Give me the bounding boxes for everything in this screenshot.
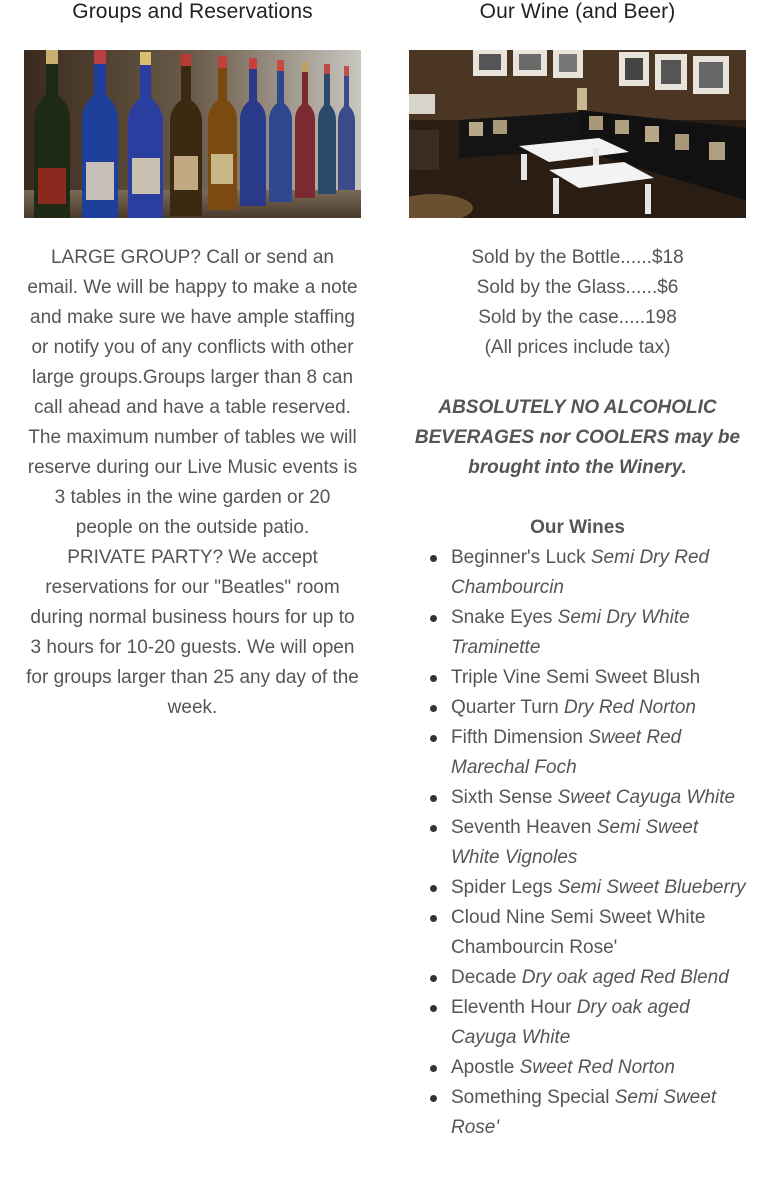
bullet-icon — [430, 675, 437, 682]
large-group-paragraph: LARGE GROUP? Call or send an email. We will be happy to make a note and make sure we have ample staffing or notify you of any conflicts with other large groups.Groups larger than 8 can call ahead and have a table reserved. The maximum number of tables we will reserve during our Live Music events is 3 tables in the wine garden or 20 people on the outside patio. — [27, 247, 358, 538]
wine-item — [451, 903, 746, 963]
wine-name: Triple Vine Semi Sweet Blush — [451, 667, 701, 688]
wine-style: Semi Sweet Blueberry — [557, 877, 746, 898]
beatles-room-photo — [409, 50, 746, 218]
private-party-paragraph: PRIVATE PARTY? We accept reservations for our "Beatles" room during normal business hours for up to 3 hours for 10-20 guests. We will open for groups larger than 25 any day of the week. — [26, 547, 359, 718]
spacer — [409, 483, 746, 513]
wine-style: Semi Sweet White Vignoles — [451, 817, 699, 868]
wine-item — [451, 603, 746, 663]
bullet-icon — [430, 615, 437, 622]
price-glass: Sold by the Glass......$6 — [476, 277, 679, 298]
bullet-icon — [430, 1065, 437, 1072]
wine-style: Semi Sweet Rose' — [451, 1087, 717, 1138]
wine-name: Eleventh Hour — [451, 997, 577, 1018]
no-alcohol-warning: ABSOLUTELY NO ALCOHOLIC BEVERAGES nor COOLERS may be brought into the Winery. — [414, 397, 741, 478]
wine-item — [451, 1053, 746, 1083]
wine-item — [451, 783, 746, 813]
wine-style: Sweet Cayuga White — [557, 787, 736, 808]
wine-name: Apostle — [451, 1057, 520, 1078]
wine-name: Fifth Dimension — [451, 727, 589, 748]
wine-style: Dry oak aged Red Blend — [521, 967, 729, 988]
wine-body — [409, 243, 746, 1143]
wine-section — [409, 0, 746, 1138]
wine-style: Semi Dry Red Chambourcin — [451, 547, 710, 598]
bullet-icon — [430, 915, 437, 922]
wine-name: Snake Eyes — [451, 607, 558, 628]
bullet-icon — [430, 1095, 437, 1102]
groups-body — [24, 243, 361, 723]
bullet-icon — [430, 885, 437, 892]
wine-item — [451, 693, 746, 723]
wine-item — [451, 993, 746, 1053]
wine-name: Something Special — [451, 1087, 615, 1108]
wine-item — [451, 723, 746, 783]
wine-name: Seventh Heaven — [451, 817, 597, 838]
spacer — [409, 363, 746, 393]
wine-name: Quarter Turn — [451, 697, 564, 718]
price-case: Sold by the case.....198 — [478, 307, 677, 328]
groups-section — [24, 0, 361, 718]
wine-style: Sweet Red Marechal Foch — [451, 727, 682, 778]
wine-name: Sixth Sense — [451, 787, 558, 808]
price-note: (All prices include tax) — [484, 337, 671, 358]
wine-item — [451, 963, 746, 993]
bullet-icon — [430, 825, 437, 832]
wine-style: Semi Dry White Traminette — [451, 607, 690, 658]
wine-item — [451, 1083, 746, 1143]
wine-name: Spider Legs — [451, 877, 558, 898]
wines-list-title: Our Wines — [530, 517, 625, 538]
wine-item — [451, 813, 746, 873]
bullet-icon — [430, 1005, 437, 1012]
groups-heading: Groups and Reservations — [72, 0, 313, 23]
wine-item — [451, 663, 746, 693]
wine-style: Dry Red Norton — [564, 697, 696, 718]
wine-style: Dry oak aged Cayuga White — [451, 997, 690, 1048]
bullet-icon — [430, 705, 437, 712]
wine-name: Cloud Nine Semi Sweet White Chambourcin Rose' — [451, 907, 706, 958]
wine-name: Decade — [451, 967, 522, 988]
bullet-icon — [430, 975, 437, 982]
price-bottle: Sold by the Bottle......$18 — [471, 247, 684, 268]
wine-item — [451, 543, 746, 603]
wine-list — [409, 543, 746, 1143]
bullet-icon — [430, 735, 437, 742]
wine-name: Beginner's Luck — [451, 547, 591, 568]
wine-bottles-photo — [24, 50, 361, 218]
wine-item — [451, 873, 746, 903]
bullet-icon — [430, 795, 437, 802]
wine-heading: Our Wine (and Beer) — [479, 0, 676, 23]
wine-style: Sweet Red Norton — [519, 1057, 675, 1078]
bullet-icon — [430, 555, 437, 562]
